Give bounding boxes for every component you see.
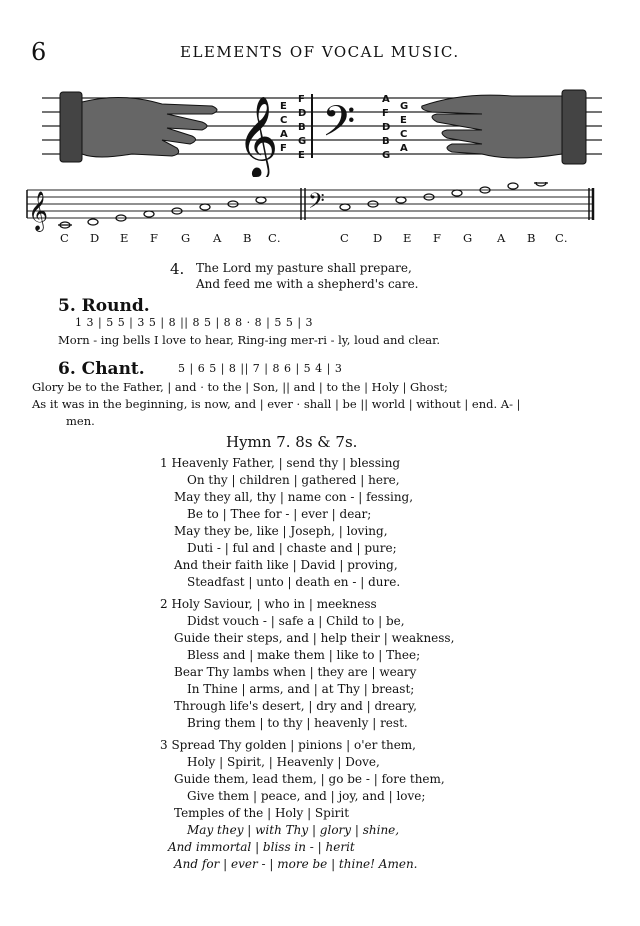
svg-text:𝄞: 𝄞 <box>28 191 49 231</box>
hymn-line: May they all, thy | name con - | fessing, <box>174 490 414 504</box>
scale-letter: A <box>497 231 506 245</box>
hymn-line: Give them | peace, and | joy, and | love; <box>187 789 426 803</box>
scale-letter: A <box>213 231 222 245</box>
treble-line-letter: E <box>298 150 305 161</box>
left-hand-icon <box>60 92 217 162</box>
hymn-line: Bless and | make them | like to | Thee; <box>187 648 421 662</box>
hymn-line: Through life's desert, | dry and | dreary, <box>174 699 417 713</box>
hymn-line: 2 Holy Saviour, | who in | meekness <box>160 597 377 611</box>
hymn-line: And for | ever - | more be | thine! Amen. <box>174 857 418 871</box>
scale-letter: E <box>403 231 412 245</box>
scale-notes <box>58 182 548 228</box>
section-6-numbers: 5 | 6 5 | 8 || 7 | 8 6 | 5 4 | 3 <box>178 362 343 375</box>
running-title: ELEMENTS OF VOCAL MUSIC. <box>180 43 460 61</box>
hymn-line: Steadfast | unto | death en - | dure. <box>187 575 401 589</box>
scale-staff <box>25 182 605 232</box>
hymn-line: And immortal | bliss in - | herit <box>168 840 355 854</box>
bass-clef-icon <box>322 97 355 157</box>
hymn-line: Be to | Thee for - | ever | dear; <box>187 507 372 521</box>
page-number: 6 <box>31 38 47 66</box>
bass-clef-small-icon <box>308 189 325 219</box>
hymn-line: 1 Heavenly Father, | send thy | blessing <box>160 456 401 470</box>
section-6-line: Glory be to the Father, | and · to the | Son, || and | to the | Holy | Ghost; <box>32 380 448 394</box>
scale-letters <box>0 231 640 247</box>
hymn-line: On thy | children | gathered | here, <box>187 473 400 487</box>
scale-letter: G <box>181 231 191 245</box>
bass-space-letter: E <box>400 115 407 126</box>
hymn-line: Guide their steps, and | help their | weakness, <box>174 631 455 645</box>
hymn-line: Temples of the | Holy | Spirit <box>174 806 350 820</box>
treble-line-letter: F <box>298 94 305 105</box>
hymn-line: Holy | Spirit, | Heavenly | Dove, <box>187 755 380 769</box>
treble-clef-small-icon <box>28 191 48 232</box>
treble-space-letter: C <box>280 115 288 126</box>
right-hand-icon <box>422 90 586 164</box>
hymn-line: Bring them | to thy | heavenly | rest. <box>187 716 408 730</box>
hymn-line: Duti - | ful and | chaste and | pure; <box>187 541 397 555</box>
section-6-heading: 6. Chant. <box>58 359 145 379</box>
hymn-line: May they | with Thy | glory | shine, <box>187 823 400 837</box>
scale-letter: D <box>90 231 100 245</box>
svg-text:𝄢: 𝄢 <box>308 189 325 219</box>
treble-line-letter: B <box>298 122 306 133</box>
bass-line-letter: B <box>382 136 390 147</box>
bass-line-letter: G <box>382 150 391 161</box>
treble-line-letter: G <box>298 136 307 147</box>
scale-letter: F <box>433 231 442 245</box>
treble-space-letter: F <box>280 143 287 154</box>
scale-letter: D <box>373 231 383 245</box>
bass-space-letter: A <box>400 143 408 154</box>
treble-space-letter: A <box>280 129 288 140</box>
bass-line-letter: D <box>382 122 391 133</box>
scale-letter: C. <box>268 231 282 245</box>
bass-space-letter: G <box>400 101 409 112</box>
treble-clef-icon <box>237 95 278 177</box>
hymn-line: And their faith like | David | proving, <box>174 558 398 572</box>
bass-space-letter: C <box>400 129 408 140</box>
hand-staff-figure <box>42 82 602 177</box>
section-5-words: Morn - ing bells I love to hear, Ring-ing mer-ri - ly, loud and clear. <box>58 333 441 347</box>
treble-space-letter: E <box>280 101 287 112</box>
hymn-line: In Thine | arms, and | at Thy | breast; <box>187 682 415 696</box>
scale-letter: B <box>527 231 536 245</box>
scale-letter: C. <box>555 231 569 245</box>
treble-line-letter: D <box>298 108 307 119</box>
scale-letter: E <box>120 231 129 245</box>
section-4-line: And feed me with a shepherd's care. <box>196 277 419 291</box>
svg-text:𝄢: 𝄢 <box>322 97 356 157</box>
hymn-line: 3 Spread Thy golden | pinions | o'er them, <box>160 738 416 752</box>
section-5-heading: 5. Round. <box>58 296 150 316</box>
section-5-numbers: 1 3 | 5 5 | 3 5 | 8 || 8 5 | 8 8 · 8 | 5 5 | 3 <box>75 316 314 329</box>
section-6-line: men. <box>66 414 95 428</box>
section-4-line: The Lord my pasture shall prepare, <box>196 261 412 275</box>
hymn-line: Guide them, lead them, | go be - | fore them, <box>174 772 445 786</box>
scale-letter: G <box>463 231 473 245</box>
section-4-number: 4. <box>170 260 185 278</box>
hymn-title: Hymn 7. 8s & 7s. <box>226 433 358 451</box>
hymn-line: Didst vouch - | safe a | Child to | be, <box>187 614 405 628</box>
scale-letter: C <box>60 231 70 245</box>
bass-line-letter: F <box>382 108 389 119</box>
hymn-line: May they be, like | Joseph, | loving, <box>174 524 388 538</box>
scale-letter: C <box>340 231 350 245</box>
bass-line-letter: A <box>382 94 390 105</box>
scale-letter: F <box>150 231 159 245</box>
svg-text:𝄞: 𝄞 <box>237 95 279 177</box>
section-6-line: As it was in the beginning, is now, and | ever · shall | be || world | without | end. A- | <box>32 397 521 411</box>
scale-letter: B <box>243 231 252 245</box>
hymn-line: Bear Thy lambs when | they are | weary <box>174 665 417 679</box>
